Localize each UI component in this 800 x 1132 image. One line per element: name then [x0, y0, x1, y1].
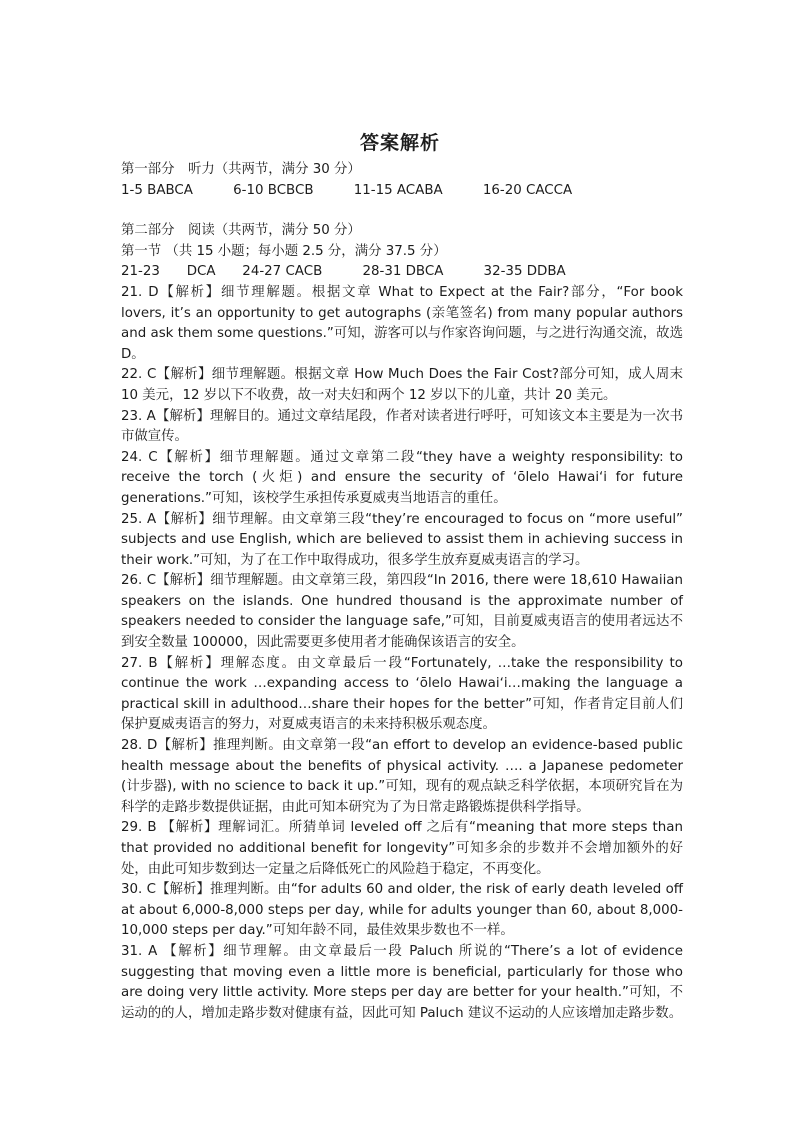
page-body [121, 160, 683, 1024]
answer-explanation-31: 31. A 【解析】细节理解。由文章最后一段 Paluch 所说的“There’s a lot of evidence suggesting that moving even a little more is beneficial, particularly for those who are doing very little activity. More steps per day are better for your health.”可知，不运动的的人，增加走路步数对健康有益，因此可知 Paluch 建议不运动的人应该增加走路步数。 [121, 943, 683, 1021]
listening-answer-keys: 1-5 BABCA 6-10 BCBCB 11-15 ACABA 16-20 CACCA [121, 182, 573, 198]
answer-explanation-28: 28. D【解析】推理判断。由文章第一段“an effort to develop an evidence-based public health message about the benefits of physical activity. …. a Japanese pedometer (计步器), with no science to back it up.”可知，现有的观点缺乏科学依据，本项研究旨在为科学的走路步数提供证据，由此可知本研究为了为日常走路锻炼提供科学指导。 [121, 738, 683, 815]
answer-explanation-21: 21. D【解析】细节理解题。根据文章 What to Expect at the Fair?部分，“For book lovers, it’s an opportunity to get autographs (亲笔签名) from many popular authors and ask them some questions.”可知，游客可以与作家咨询问题，与之进行沟通交流，故选 D。 [121, 284, 683, 362]
answer-explanation-23: 23. A【解析】理解目的。通过文章结尾段，作者对读者进行呼吁，可知该文本主要是为一次书市做宣传。 [121, 408, 683, 445]
answer-explanation-25: 25. A【解析】细节理解。由文章第三段“they’re encouraged to focus on “more useful” subjects and use English, which are believed to assist them in achieving success in their work.”可知，为了在工作中取得成功，很多学生放弃夏威夷语言的学习。 [121, 511, 683, 568]
answer-explanation-26: 26. C【解析】细节理解题。由文章第三段，第四段“In 2016, there were 18,610 Hawaiian speakers on the islands. One hundred thousand is the approximate number of speakers needed to consider the language safe,”可知，目前夏威夷语言的使用者远达不到安全数量 100000，因此需要更多使用者才能确保该语言的安全。 [121, 573, 683, 651]
part2-heading: 第二部分 阅读（共两节，满分 50 分） [121, 223, 361, 239]
answer-explanation-30: 30. C【解析】推理判断。由“for adults 60 and older, the risk of early death leveled off at about 6,000-8,000 steps per day, while for adults younger than 60, about 8,000-10,000 steps per day.”可知年龄不同，最佳效果步数也不一样。 [121, 882, 683, 939]
spacer [121, 201, 683, 221]
reading-answer-keys: 21-23 DCA 24-27 CACB 28-31 DBCA 32-35 DDBA [121, 264, 566, 280]
answer-explanation-24: 24. C【解析】细节理解题。通过文章第二段“they have a weighty responsibility: to receive the torch (火炬) and ensure the security of ʻōlelo Hawaiʻi for future generations.”可知，该校学生承担传承夏威夷当地语言的重任。 [121, 449, 683, 506]
part1-heading: 第一部分 听力（共两节，满分 30 分） [121, 162, 361, 177]
answer-explanation-22: 22. C【解析】细节理解题。根据文章 How Much Does the Fair Cost?部分可知，成人周末 10 美元，12 岁以下不收费，故一对夫妇和两个 12 岁以下的儿童，共计 20 美元。 [121, 367, 683, 403]
section1-heading: 第一节 （共 15 小题；每小题 2.5 分，满分 37.5 分） [121, 243, 447, 259]
answer-explanation-27: 27. B【解析】理解态度。由文章最后一段“Fortunately, …take the responsibility to continue the work …expanding access to ʻōlelo Hawaiʻi…making the language a practical skill in adulthood…share their hopes for the better”可知，作者肯定目前人们保护夏威夷语言的努力，对夏威夷语言的未来持积极乐观态度。 [121, 655, 683, 733]
page-title: 答案解析 [359, 132, 440, 154]
answer-explanation-29: 29. B 【解析】理解词汇。所猜单词 leveled off 之后有“meaning that more steps than that provided no additional benefit for longevity”可知多余的步数并不会增加额外的好处，由此可知步数到达一定量之后降低死亡的风险趋于稳定，不再变化。 [121, 820, 683, 877]
